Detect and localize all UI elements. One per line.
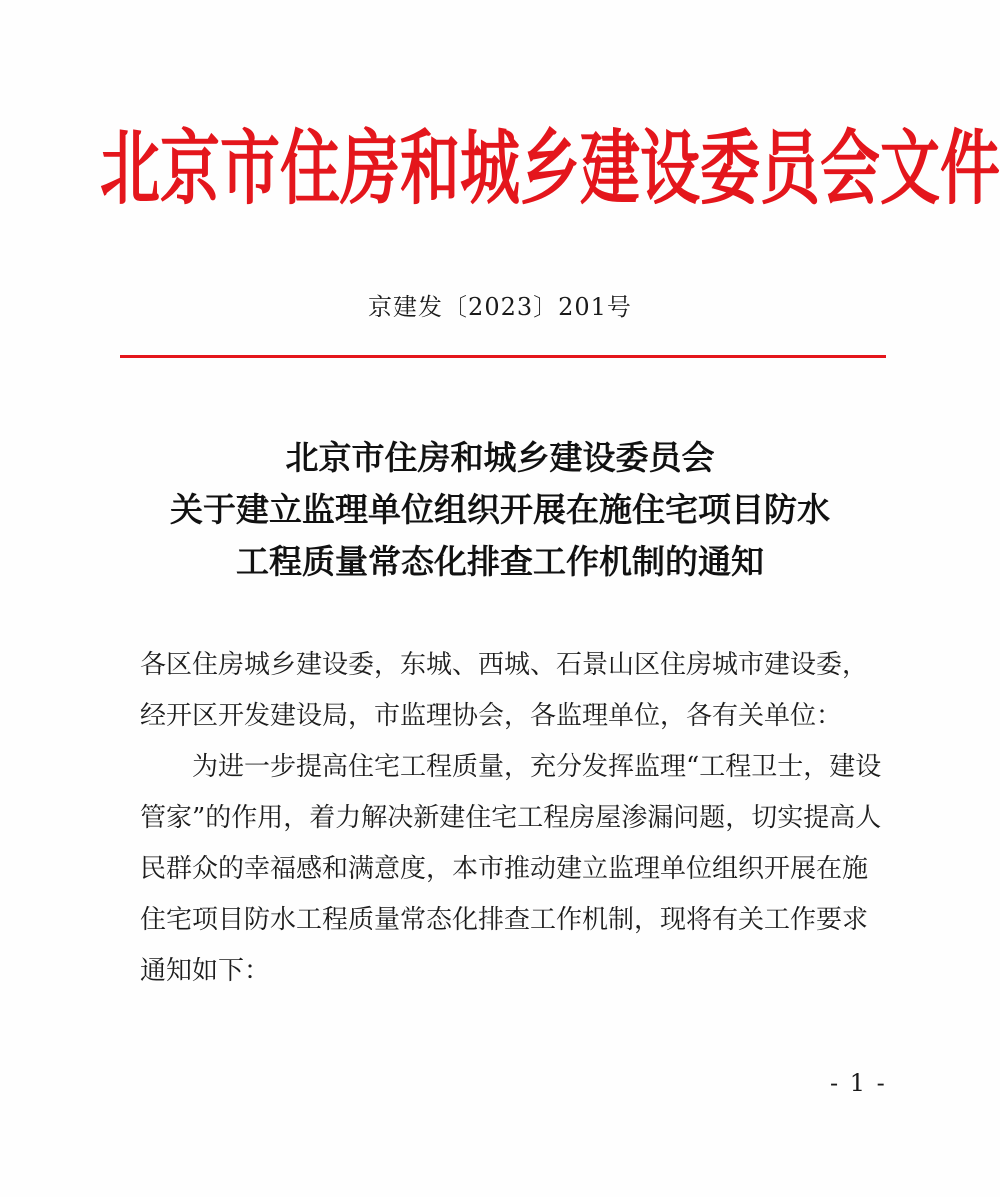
document-masthead: 北京市住房和城乡建设委员会文件 xyxy=(100,122,1000,217)
title-line-1: 北京市住房和城乡建设委员会 xyxy=(285,438,715,477)
body-paragraph-1: 为进一步提高住宅工程质量，充分发挥监理“工程卫士，建设管家”的作用，着力解决新建住宅工程房屋渗漏问题，切实提高人民群众的幸福感和满意度，本市推动建立监理单位组织开展在施住宅项目防水工程质量常态化排查工作机制，现将有关工作要求通知如下： xyxy=(140,752,882,986)
page-number: - 1 - xyxy=(830,1069,887,1097)
red-separator-line xyxy=(120,355,886,358)
title-line-3: 工程质量常态化排查工作机制的通知 xyxy=(236,542,764,581)
document-body xyxy=(140,640,890,997)
document-number: 京建发〔2023〕201号 xyxy=(368,293,632,321)
title-line-2: 关于建立监理单位组织开展在施住宅项目防水 xyxy=(170,490,830,529)
recipients-paragraph: 各区住房城乡建设委，东城、西城、石景山区住房城市建设委，经开区开发建设局，市监理协会，各监理单位，各有关单位： xyxy=(140,650,869,731)
document-title xyxy=(100,432,900,588)
